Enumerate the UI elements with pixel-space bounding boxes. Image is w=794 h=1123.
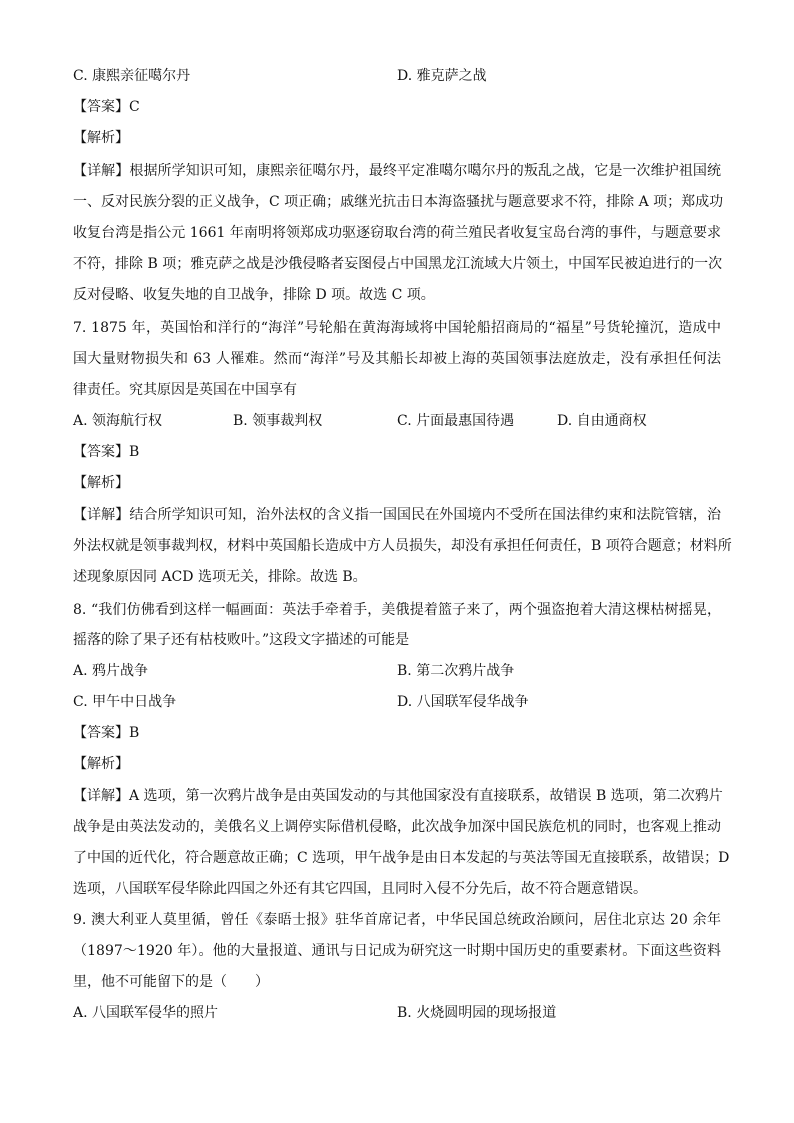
q8-stem-line: 摇落的除了果子还有枯枝败叶。”这段文字描述的可能是 (73, 632, 410, 648)
q6-option-d: D. 雅克萨之战 (397, 68, 487, 84)
q7-detail-line: 外法权就是领事裁判权，材料中英国船长造成中方人员损失，却没有承担任何责任，B 项符合题意；材料所 (73, 538, 732, 554)
q9-option-b: B. 火烧圆明园的现场报道 (397, 1005, 557, 1021)
q6-answer: 【答案】C (73, 99, 140, 115)
q9-stem-line: 里，他不可能留下的是（ ） (73, 974, 269, 990)
q8-detail-line: 【详解】A 选项，第一次鸦片战争是由英国发动的与其他国家没有直接联系，故错误 B 选项，第二次鸦片 (73, 788, 723, 804)
q6-detail-line: 【详解】根据所学知识可知，康熙亲征噶尔丹，最终平定准噶尔噶尔丹的叛乱之战，它是一次维护祖国统 (73, 163, 721, 179)
q6-detail-line: 一、反对民族分裂的正义战争，C 项正确；戚继光抗击日本海盗骚扰与题意要求不符，排除 A 项；郑成功 (73, 194, 724, 210)
q8-answer: 【答案】B (73, 725, 140, 741)
q6-detail-line: 收复台湾是指公元 1661 年南明将领郑成功驱逐窃取台湾的荷兰殖民者收复宝岛台湾的事件，与题意要求 (73, 225, 721, 241)
q7-option-b: B. 领事裁判权 (233, 413, 323, 429)
q8-option-a: A. 鸦片战争 (73, 663, 149, 679)
q7-stem-line: 7. 1875 年，英国怡和洋行的“海洋”号轮船在黄海海域将中国轮船招商局的“福星”号货轮撞沉，造成中 (73, 320, 721, 336)
q6-option-c: C. 康熙亲征噶尔丹 (73, 68, 191, 84)
q8-detail-line: 了中国的近代化，符合题意故正确；C 选项，甲午战争是由日本发起的与英法等国无直接联系，故错误；D (73, 850, 730, 866)
q8-stem-line: 8. “我们仿佛看到这样一幅画面：英法手牵着手，美俄提着篮子来了，两个强盗抱着大清这棵枯树摇晃， (73, 602, 721, 618)
q8-analysis-label: 【解析】 (73, 756, 129, 772)
q7-stem-line: 国大量财物损失和 63 人罹难。然而“海洋”号及其船长却被上海的英国领事法庭放走，没有承担任何法 (73, 351, 721, 367)
q9-option-a: A. 八国联军侵华的照片 (73, 1005, 219, 1021)
q8-detail-line: 战争是由英法发动的，美俄名义上调停实际借机侵略，此次战争加深中国民族危机的同时，也客观上推动 (73, 819, 721, 835)
q7-analysis-label: 【解析】 (73, 475, 129, 491)
q8-detail-line: 选项，八国联军侵华除此四国之外还有其它四国，且同时入侵不分先后，故不符合题意错误。 (73, 881, 647, 897)
q7-option-a: A. 领海航行权 (73, 413, 163, 429)
q8-option-b: B. 第二次鸦片战争 (397, 663, 515, 679)
q6-detail-line: 反对侵略、收复失地的自卫战争，排除 D 项。故选 C 项。 (73, 287, 435, 303)
q7-detail-line: 【详解】结合所学知识可知，治外法权的含义指一国国民在外国境内不受所在国法律约束和法院管辖，治 (73, 507, 721, 523)
q7-option-d: D. 自由通商权 (557, 413, 647, 429)
q6-detail-line: 不符，排除 B 项；雅克萨之战是沙俄侵略者妄图侵占中国黑龙江流域大片领土，中国军民被迫进行的一次 (73, 256, 723, 272)
q8-option-c: C. 甲午中日战争 (73, 694, 177, 710)
q7-stem-line: 律责任。究其原因是英国在中国享有 (73, 382, 297, 398)
q7-detail-line: 述现象原因同 ACD 选项无关，排除。故选 B。 (73, 569, 367, 585)
q9-stem-line: 9. 澳大利亚人莫里循，曾任《泰晤士报》驻华首席记者，中华民国总统政治顾问，居住北京达 20 余年 (73, 912, 721, 928)
q8-option-d: D. 八国联军侵华战争 (397, 694, 529, 710)
q6-analysis-label: 【解析】 (73, 130, 129, 146)
q9-stem-line: （1897～1920 年）。他的大量报道、通讯与日记成为研究这一时期中国历史的重要素材。下面这些资料 (73, 943, 721, 959)
q7-answer: 【答案】B (73, 444, 140, 460)
q7-option-c: C. 片面最惠国待遇 (397, 413, 515, 429)
